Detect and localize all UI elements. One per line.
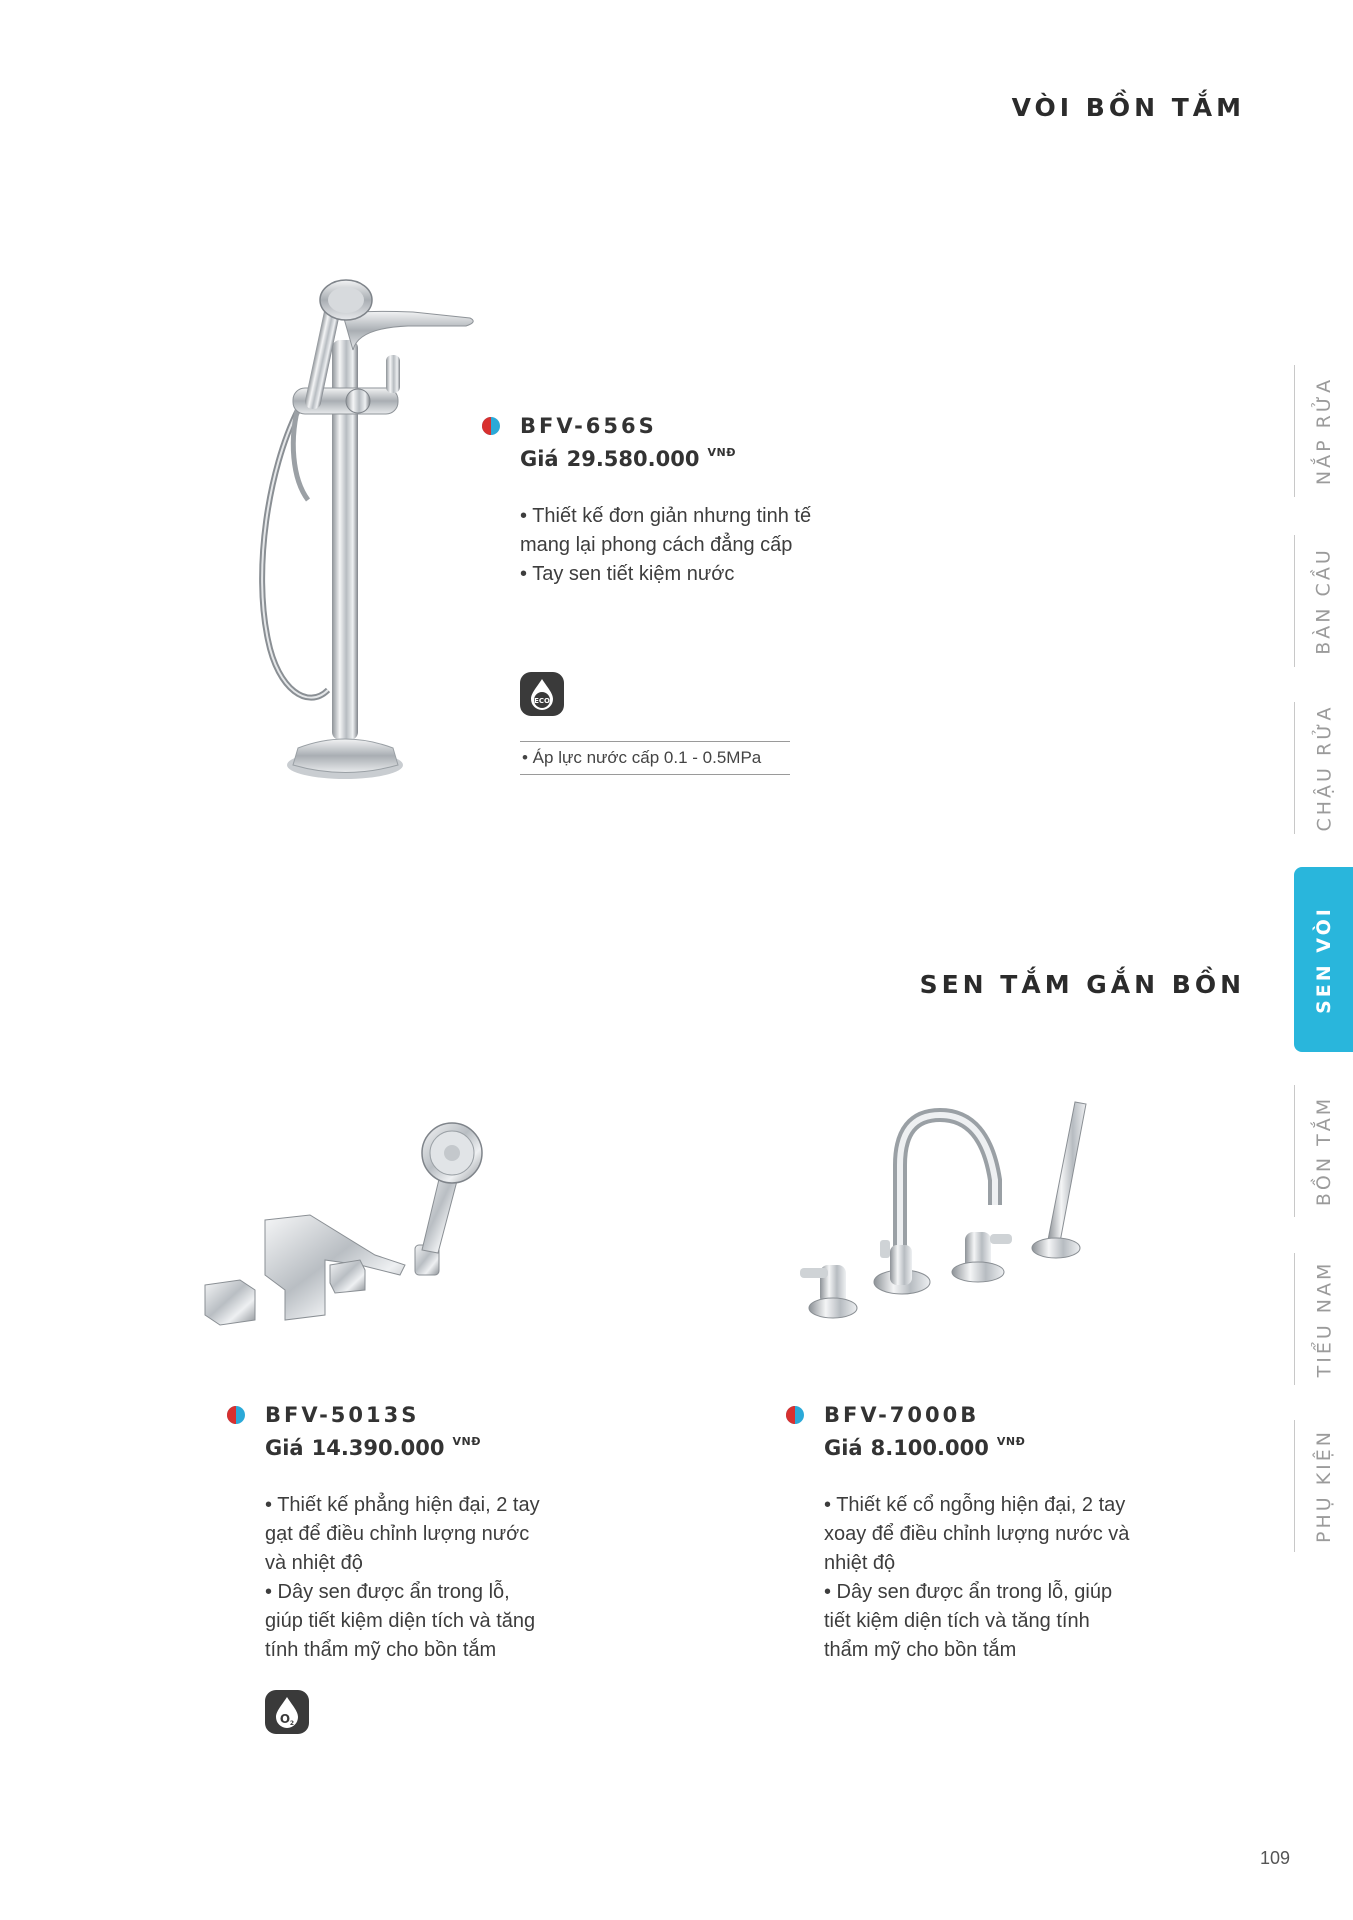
price-label: Giá <box>520 447 559 471</box>
page-number: 109 <box>1260 1848 1291 1868</box>
description-line: gạt để điều chỉnh lượng nước <box>265 1523 530 1545</box>
product-price <box>520 444 811 474</box>
currency-label: VNĐ <box>996 1435 1026 1448</box>
product-bfv-656s <box>520 412 811 589</box>
product-bfv-7000b <box>824 1401 1129 1665</box>
nav-tab-label: PHỤ KIỆN <box>1313 1429 1336 1543</box>
description-line: tiết kiệm diện tích và tăng tính <box>824 1610 1090 1632</box>
hot-cold-icon <box>227 1406 245 1424</box>
hot-cold-icon <box>786 1406 804 1424</box>
nav-tab-chau-rua[interactable] <box>1294 702 1353 834</box>
price-value: 29.580.000 <box>566 447 700 471</box>
nav-tab-label: BỒN TẮM <box>1313 1095 1335 1207</box>
description-line: • Dây sen được ẩn trong lỗ, giúp <box>824 1581 1113 1603</box>
product-code: BFV-5013S <box>265 1403 420 1427</box>
o2-icon <box>265 1690 309 1734</box>
nav-tab-label: SEN VÒI <box>1312 905 1335 1014</box>
product-price <box>265 1433 540 1463</box>
description-line: thẩm mỹ cho bồn tắm <box>824 1639 1017 1661</box>
nav-tab-label: BÀN CẦU <box>1313 547 1335 655</box>
description-line: mang lại phong cách đẳng cấp <box>520 534 793 556</box>
nav-tab-sen-voi[interactable] <box>1294 867 1353 1052</box>
price-label: Giá <box>824 1436 863 1460</box>
nav-tab-bon-tam[interactable] <box>1294 1085 1353 1217</box>
description-line: • Thiết kế đơn giản nhưng tinh tế <box>520 505 812 527</box>
product-description <box>265 1491 540 1665</box>
water-pressure-spec: • Áp lực nước cấp 0.1 - 0.5MPa <box>520 741 790 775</box>
product-image-bfv-5013s <box>200 1115 495 1335</box>
product-code: BFV-656S <box>520 414 657 438</box>
description-line: xoay để điều chỉnh lượng nước và <box>824 1523 1130 1545</box>
o2-badge-subscript: 2 <box>289 1720 295 1727</box>
description-line: • Tay sen tiết kiệm nước <box>520 563 735 585</box>
product-code: BFV-7000B <box>824 1403 980 1427</box>
section-title-deck-shower: SEN TẮM GẮN BỒN <box>919 970 1245 999</box>
nav-tab-phu-kien[interactable] <box>1294 1420 1353 1552</box>
description-line: • Dây sen được ẩn trong lỗ, <box>265 1581 510 1603</box>
hot-cold-icon <box>482 417 500 435</box>
currency-label: VNĐ <box>707 446 736 459</box>
description-line: giúp tiết kiệm diện tích và tăng <box>265 1610 536 1632</box>
currency-label: VNĐ <box>452 1435 481 1448</box>
eco-icon <box>520 672 564 716</box>
product-image-bfv-7000b <box>790 1090 1110 1335</box>
nav-tab-nap-rua[interactable] <box>1294 365 1353 497</box>
nav-tab-tieu-nam[interactable] <box>1294 1253 1353 1385</box>
product-description <box>824 1491 1129 1665</box>
price-label: Giá <box>265 1436 304 1460</box>
description-line: • Thiết kế cổ ngỗng hiện đại, 2 tay <box>824 1494 1126 1516</box>
description-line: • Thiết kế phẳng hiện đại, 2 tay <box>265 1494 540 1516</box>
product-bfv-5013s <box>265 1401 540 1665</box>
nav-tab-label: CHẬU RỬA <box>1313 704 1335 832</box>
price-value: 8.100.000 <box>870 1436 989 1460</box>
product-image-bfv-656s <box>258 270 483 790</box>
description-line: nhiệt độ <box>824 1552 896 1574</box>
nav-tab-ban-cau[interactable] <box>1294 535 1353 667</box>
eco-badge-text: ECO <box>534 697 550 705</box>
product-description <box>520 502 811 589</box>
description-line: và nhiệt độ <box>265 1552 363 1574</box>
o2-badge-text: O <box>279 1712 291 1726</box>
section-title-bath-faucet: VÒI BỒN TẮM <box>1011 93 1245 122</box>
price-value: 14.390.000 <box>311 1436 445 1460</box>
nav-tab-label: TIỂU NAM <box>1313 1260 1336 1378</box>
product-price <box>824 1433 1129 1463</box>
nav-tab-label: NẮP RỬA <box>1313 376 1335 486</box>
description-line: tính thẩm mỹ cho bồn tắm <box>265 1639 497 1661</box>
